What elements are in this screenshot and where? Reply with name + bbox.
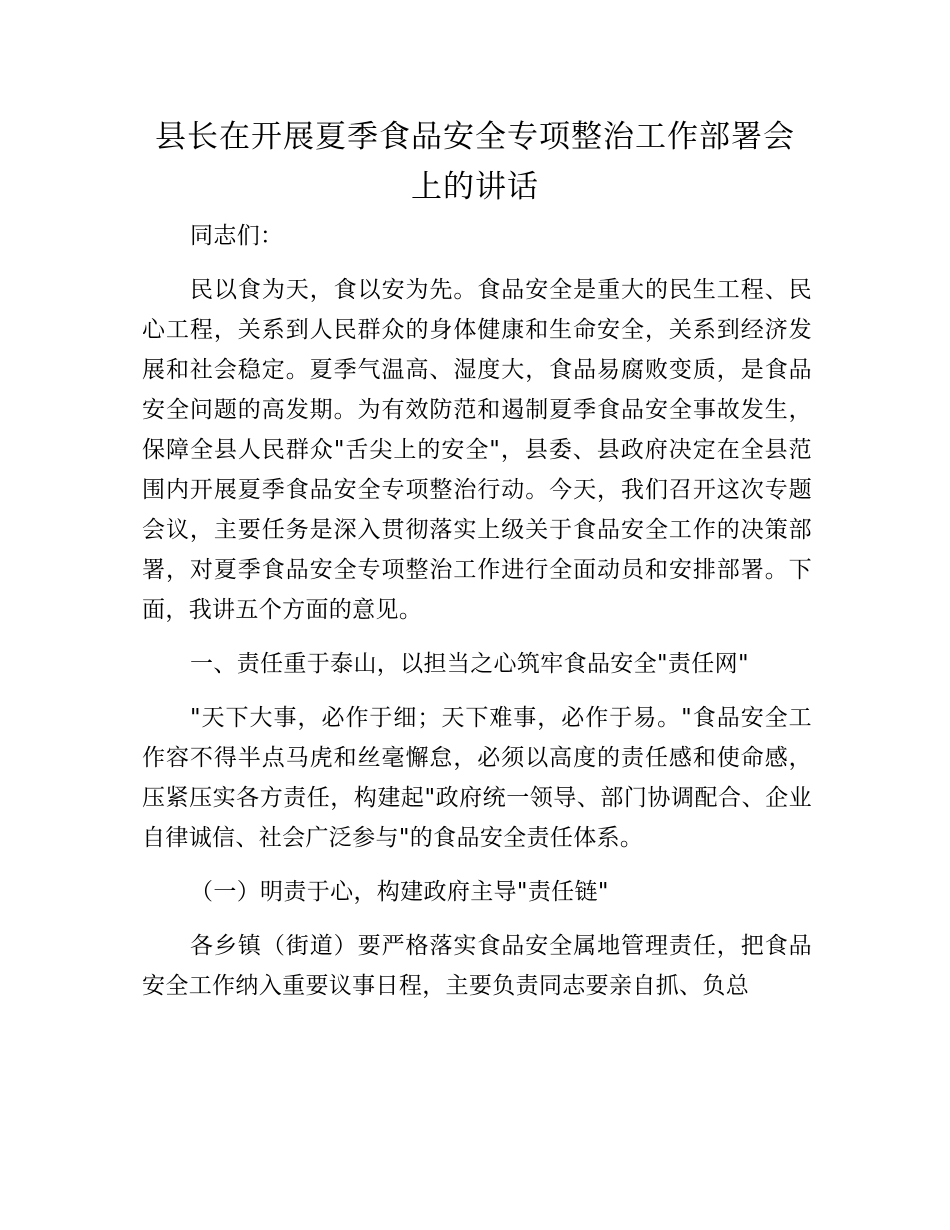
paragraph-intro: 民以食为天，食以安为先。食品安全是重大的民生工程、民心工程，关系到人民群众的身体健康和生命安全，关系到经济发展和社会稳定。夏季气温高、湿度大，食品易腐败变质，是食品安全问题的高发期。为有效防范和遏制夏季食品安全事故发生，保障全县人民群众"舌尖上的安全"，县委、县政府决定在全县范围内开展夏季食品安全专项整治行动。今天，我们召开这次专题会议，主要任务是深入贯彻落实上级关于食品安全工作的决策部署，对夏季食品安全专项整治工作进行全面动员和安排部署。下面，我讲五个方面的意见。 [142, 277, 812, 623]
paragraph-subsection-1: 各乡镇（街道）要严格落实食品安全属地管理责任，把食品安全工作纳入重要议事日程，主要负责同志要亲自抓、负总 [142, 933, 812, 999]
section-heading-1: 一、责任重于泰山，以担当之心筑牢食品安全"责任网" [190, 651, 749, 677]
subsection-heading-1: （一）明责于心，构建政府主导"责任链" [190, 879, 609, 905]
paragraph-section-1: "天下大事，必作于细；天下难事，必作于易。"食品安全工作容不得半点马虎和丝毫懈怠，必须以高度的责任感和使命感，压紧压实各方责任，构建起"政府统一领导、部门协调配合、企业自律诚信、社会广泛参与"的食品安全责任体系。 [142, 705, 812, 851]
salutation: 同志们： [190, 223, 284, 249]
document-title: 县长在开展夏季食品安全专项整治工作部署会上的讲话 [155, 119, 795, 205]
document-body [142, 216, 812, 1020]
